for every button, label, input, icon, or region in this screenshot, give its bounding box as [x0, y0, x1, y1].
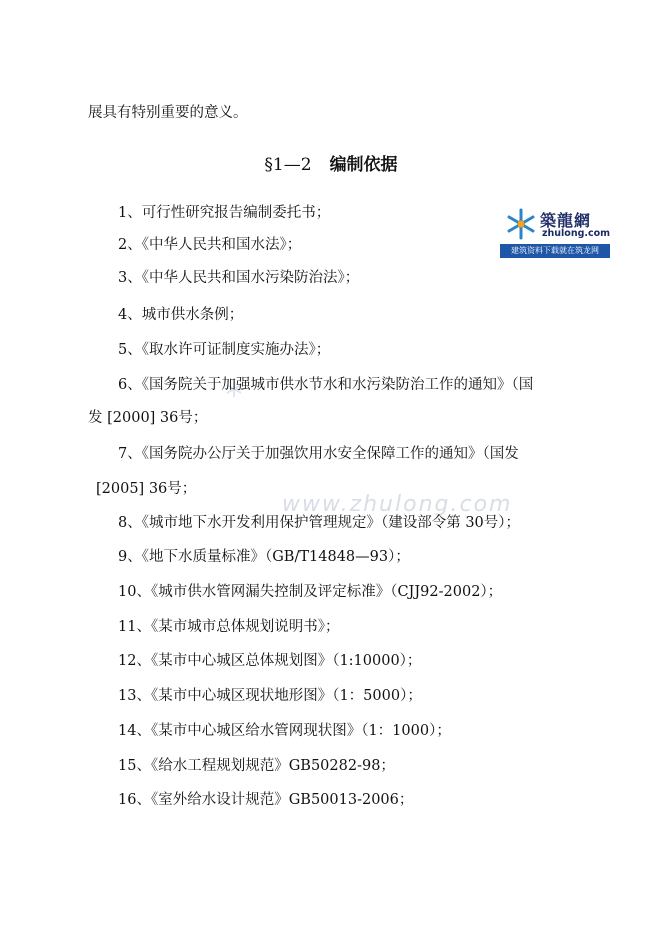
list-item: 4、城市供水条例；: [118, 307, 244, 323]
list-item: 8、《城市地下水开发利用保护管理规定》（建设部令第 30号）；: [118, 515, 521, 531]
list-item: 10、《城市供水管网漏失控制及评定标准》（CJJ92-2002）；: [118, 584, 503, 600]
logo-url: zhulong.com: [542, 228, 611, 239]
section-title: 编制依据: [329, 155, 398, 175]
list-item: 14、《某市中心城区给水管网现状图》（1：1000）；: [118, 723, 451, 739]
list-item: 1、可行性研究报告编制委托书；: [118, 205, 331, 221]
watermark: www.zhulong.com: [282, 492, 513, 517]
logo-snowflake-icon: [506, 208, 536, 240]
section-heading: [0, 150, 662, 175]
list-item: 16、《室外给水设计规范》GB50013-2006；: [118, 792, 414, 808]
list-item: 5、《取水许可证制度实施办法》；: [118, 342, 331, 358]
list-item: 9、《地下水质量标准》（GB/T14848—93）；: [118, 549, 410, 565]
section-number: §1—2: [264, 155, 312, 175]
list-item: [2005] 36号；: [96, 481, 197, 497]
list-item: 6、《国务院关于加强城市供水节水和水污染防治工作的通知》（国: [118, 377, 534, 393]
zhulong-logo: [500, 206, 610, 258]
list-item: 15、《给水工程规划规范》GB50282-98；: [118, 758, 395, 774]
list-item: 7、《国务院办公厅关于加强饮用水安全保障工作的通知》（国发: [118, 446, 519, 462]
logo-tagline: 建筑资料下载就在筑龙网: [500, 244, 610, 258]
logo-top: [500, 206, 610, 244]
list-item: 12、《某市中心城区总体规划图》（1:10000）；: [118, 653, 422, 669]
list-item: 13、《某市中心城区现状地形图》（1：5000）；: [118, 688, 422, 704]
lead-text: 展具有特别重要的意义。: [88, 105, 248, 121]
list-item: 发 [2000] 36号；: [88, 410, 208, 426]
logo-name: 築龍網: [540, 211, 592, 230]
list-item: 3、《中华人民共和国水污染防治法》；: [118, 270, 360, 286]
list-item: 2、《中华人民共和国水法》；: [118, 237, 302, 253]
list-item: 11、《某市城市总体规划说明书》；: [118, 619, 340, 635]
